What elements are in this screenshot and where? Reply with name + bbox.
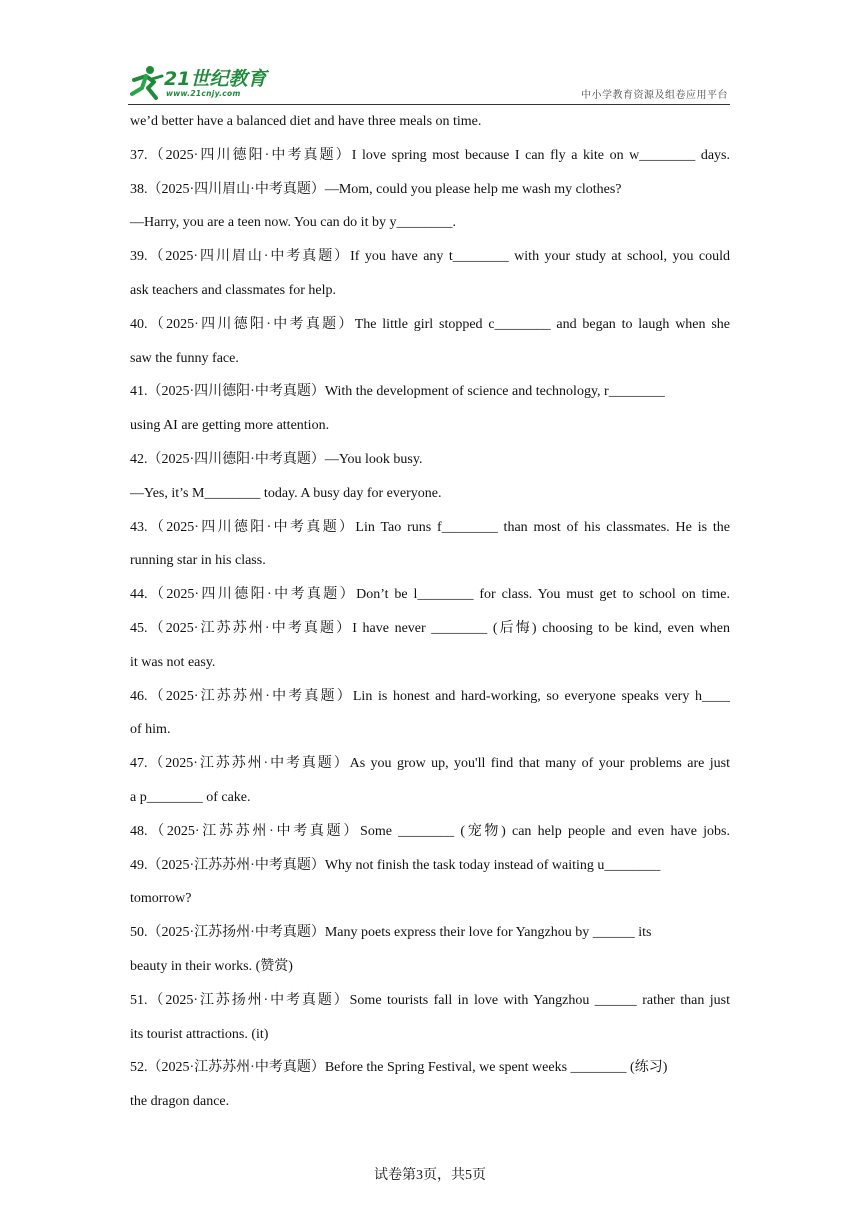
question-line: 48.（2025·江苏苏州·中考真题）Some ________ (宠物) can help people and even have jobs. (130, 823, 730, 839)
question-line: 51.（2025·江苏扬州·中考真题）Some tourists fall in love with Yangzhou ______ rather than just (130, 992, 730, 1008)
question-line: 37.（2025·四川德阳·中考真题）I love spring most because I can fly a kite on w________ days. (130, 147, 730, 163)
logo-url-text: www.21cnjy.com (166, 89, 241, 98)
question-line: 52.（2025·江苏苏州·中考真题）Before the Spring Festival, we spent weeks ________ (练习) (130, 1060, 668, 1076)
question-line: 47.（2025·江苏苏州·中考真题）As you grow up, you'll find that many of your problems are just (130, 756, 730, 772)
question-line: saw the funny face. (130, 350, 239, 366)
question-line: ask teachers and classmates for help. (130, 282, 337, 298)
logo-brand-text: 21世纪教育 (164, 68, 267, 90)
platform-label: 中小学教育资源及组卷应用平台 (581, 90, 728, 101)
question-line: it was not easy. (130, 654, 216, 670)
question-line: its tourist attractions. (it) (130, 1026, 269, 1042)
question-line: 49.（2025·江苏苏州·中考真题）Why not finish the task today instead of waiting u________ (130, 857, 661, 873)
question-line: we’d better have a balanced diet and have three meals on time. (130, 114, 482, 129)
question-line: of him. (130, 722, 171, 738)
page-footer: 试卷第3页，共5页 (374, 1168, 486, 1183)
question-line: 40.（2025·四川德阳·中考真题）The little girl stopped c________ and began to laugh when she (130, 316, 730, 332)
question-line: 41.（2025·四川德阳·中考真题）With the development of science and technology, r________ (130, 384, 665, 400)
question-line: the dragon dance. (130, 1094, 230, 1110)
question-line: 39.（2025·四川眉山·中考真题）If you have any t________ with your study at school, you could (130, 249, 730, 265)
question-line: 50.（2025·江苏扬州·中考真题）Many poets express their love for Yangzhou by ______ its (130, 925, 652, 941)
question-line: beauty in their works. (赞赏) (130, 958, 293, 974)
question-list (130, 105, 730, 1119)
question-line: 42.（2025·四川德阳·中考真题）—You look busy. (130, 451, 423, 467)
question-line: —Harry, you are a teen now. You can do it by y________. (130, 215, 456, 231)
question-line: 38.（2025·四川眉山·中考真题）—Mom, could you please help me wash my clothes? (130, 181, 622, 197)
runner-logo-icon (128, 64, 164, 102)
question-line: —Yes, it’s M________ today. A busy day for everyone. (130, 485, 442, 501)
logo (128, 64, 268, 102)
question-line: tomorrow? (130, 891, 192, 907)
question-line: running star in his class. (130, 553, 266, 569)
question-line: 45.（2025·江苏苏州·中考真题）I have never ________ (后悔) choosing to be kind, even when (130, 620, 730, 636)
question-line: 43.（2025·四川德阳·中考真题）Lin Tao runs f________ than most of his classmates. He is the (130, 519, 730, 535)
question-line: 46.（2025·江苏苏州·中考真题）Lin is honest and hard-working, so everyone speaks very h____ (130, 688, 730, 704)
question-line: a p________ of cake. (130, 789, 251, 805)
question-line: 44.（2025·四川德阳·中考真题）Don’t be l________ for class. You must get to school on time. (130, 587, 730, 603)
page-header (128, 62, 730, 105)
question-line: using AI are getting more attention. (130, 418, 330, 434)
